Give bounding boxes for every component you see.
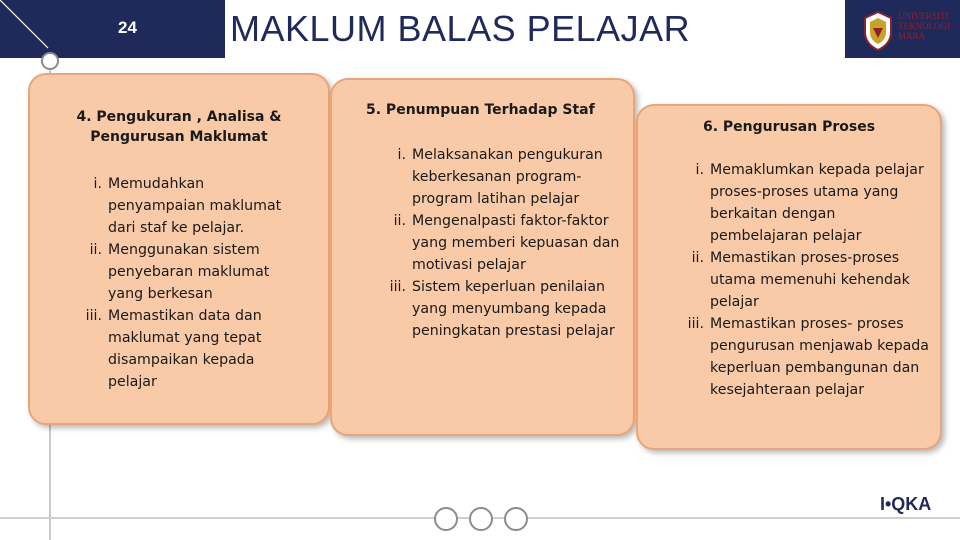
- slide-number: 24: [118, 18, 137, 37]
- uitm-logo: [858, 8, 958, 54]
- list-text: Memastikan proses-proses utama memenuhi kehendak pelajar: [710, 250, 910, 310]
- list-text: Melaksanakan pengukuran keberkesanan program-program latihan pelajar: [412, 147, 603, 207]
- card-title: 4. Pengukuran , Analisa & Pengurusan Maklumat: [76, 109, 282, 145]
- list-number: iii.: [687, 316, 704, 332]
- card-list: [682, 159, 936, 401]
- page-dot[interactable]: [434, 507, 458, 531]
- list-text: Memastikan proses- proses pengurusan menjawab kepada keperluan pembangunan dan kesejahteraan pelajar: [710, 316, 929, 398]
- page-title: MAKLUM BALAS PELAJAR: [230, 8, 691, 49]
- list-item: [384, 210, 624, 276]
- card-measurement: [28, 73, 330, 425]
- list-item: [384, 144, 624, 210]
- card-title: 6. Pengurusan Proses: [702, 119, 876, 135]
- list-number: ii.: [393, 213, 406, 229]
- list-item: [682, 313, 936, 401]
- card-staff-focus: [330, 78, 635, 436]
- iqka-logo: I•QKA: [880, 494, 932, 514]
- logo-text-line: UNIVERSITI: [898, 11, 949, 21]
- list-text: Sistem keperluan penilaian yang menyumbang kepada peningkatan prestasi pelajar: [412, 279, 615, 339]
- list-number: iii.: [85, 308, 102, 324]
- list-item: [80, 305, 300, 393]
- card-title: 5. Penumpuan Terhadap Staf: [366, 102, 595, 118]
- decorative-diagonal-line: [0, 0, 70, 70]
- list-number: ii.: [89, 242, 102, 258]
- list-item: [80, 173, 300, 239]
- card-list: [384, 144, 624, 342]
- list-text: Menggunakan sistem penyebaran maklumat yang berkesan: [108, 242, 270, 302]
- list-text: Memaklumkan kepada pelajar proses-proses utama yang berkaitan dengan pembelajaran pelajar: [710, 162, 924, 244]
- logo-text-line: MARA: [898, 31, 926, 41]
- list-item: [682, 159, 936, 247]
- page-dot[interactable]: [504, 507, 528, 531]
- list-text: Mengenalpasti faktor-faktor yang memberi kepuasan dan motivasi pelajar: [412, 213, 620, 273]
- card-list: [80, 173, 300, 393]
- logo-text: [898, 11, 956, 41]
- list-text: Memastikan data dan maklumat yang tepat disampaikan kepada pelajar: [108, 308, 262, 390]
- list-number: iii.: [389, 279, 406, 295]
- list-number: ii.: [691, 250, 704, 266]
- rail-dot: [41, 52, 59, 70]
- list-text: Memudahkan penyampaian maklumat dari staf ke pelajar.: [108, 176, 282, 236]
- list-item: [80, 239, 300, 305]
- card-process-management: [636, 104, 942, 450]
- list-number: i.: [93, 176, 102, 192]
- page-dot[interactable]: [469, 507, 493, 531]
- logo-text-line: TEKNOLOGI: [898, 21, 950, 31]
- list-item: [682, 247, 936, 313]
- list-number: i.: [695, 162, 704, 178]
- list-number: i.: [397, 147, 406, 163]
- list-item: [384, 276, 624, 342]
- crest-icon: [862, 10, 894, 52]
